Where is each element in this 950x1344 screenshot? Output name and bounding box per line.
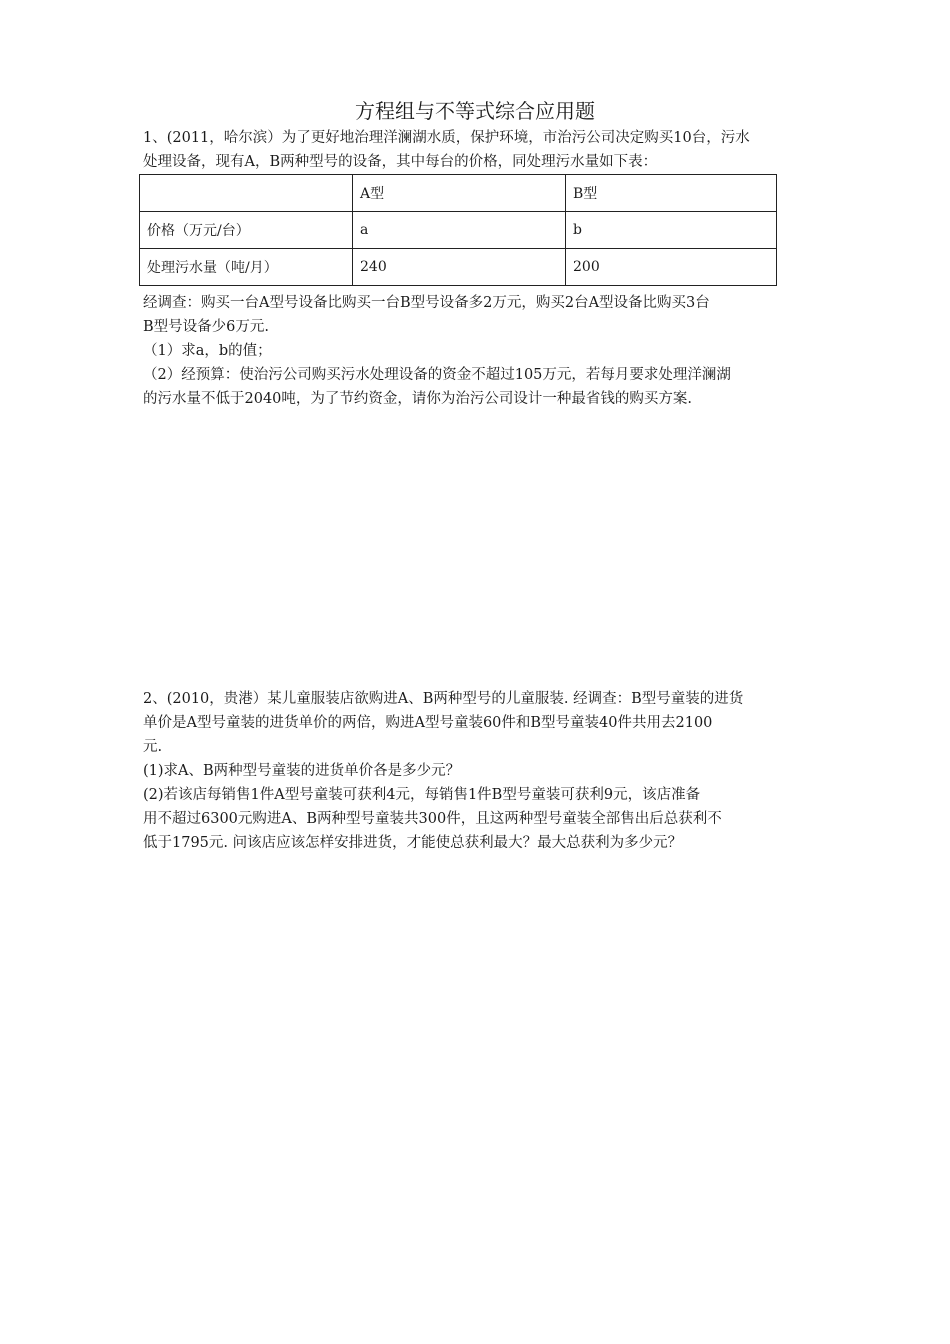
text-line: 单价是A型号童装的进货单价的两倍，购进A型号童装60件和B型号童装40件共用去2100 — [143, 715, 713, 731]
text-line: B型号设备少6万元. — [143, 319, 269, 335]
table-cell: 价格（万元/台） — [140, 212, 353, 249]
text-line: （1）求a，b的值； — [143, 343, 272, 359]
text-line: (1)求A、B两种型号童装的进货单价各是多少元？ — [143, 763, 461, 779]
table-cell: 处理污水量（吨/月） — [140, 249, 353, 286]
text-line: 用不超过6300元购进A、B两种型号童装共300件，且这两种型号童装全部售出后总获利不 — [143, 811, 722, 827]
text-line: (2)若该店每销售1件A型号童装可获利4元，每销售1件B型号童装可获利9元，该店准备 — [143, 787, 701, 803]
text-line: 处理设备，现有A，B两种型号的设备，其中每台的价格，同处理污水量如下表： — [143, 154, 658, 170]
table-cell: 200 — [566, 249, 777, 286]
table-header-cell — [140, 175, 353, 212]
table-header-cell: B型 — [566, 175, 777, 212]
table-cell: a — [353, 212, 566, 249]
text-line: 2、(2010，贵港）某儿童服装店欲购进A、B两种型号的儿童服装. 经调查：B型号童装的进货 — [143, 691, 744, 707]
text-line: （2）经预算：使治污公司购买污水处理设备的资金不超过105万元，若每月要求处理洋澜湖 — [143, 367, 731, 383]
table-cell: 240 — [353, 249, 566, 286]
table-cell: b — [566, 212, 777, 249]
table-header-cell: A型 — [353, 175, 566, 212]
text-line: 经调查：购买一台A型号设备比购买一台B型号设备多2万元，购买2台A型设备比购买3台 — [143, 295, 710, 311]
text-line: 的污水量不低于2040吨，为了节约资金，请你为治污公司设计一种最省钱的购买方案. — [143, 391, 693, 407]
table-header-row — [140, 175, 777, 212]
text-line: 1、(2011，哈尔滨）为了更好地治理洋澜湖水质，保护环境，市治污公司决定购买10台，污水 — [143, 130, 750, 146]
question-1-body — [143, 291, 807, 411]
table-row — [140, 249, 777, 286]
question-1-table — [139, 174, 777, 286]
text-line: 元. — [143, 739, 163, 755]
text-line: 低于1795元. 问该店应该怎样安排进货，才能使总获利最大？最大总获利为多少元？ — [143, 835, 683, 851]
page-title: 方程组与不等式综合应用题 — [355, 99, 595, 123]
table-row — [140, 212, 777, 249]
question-2-body — [143, 687, 807, 855]
question-1-intro — [143, 126, 807, 174]
